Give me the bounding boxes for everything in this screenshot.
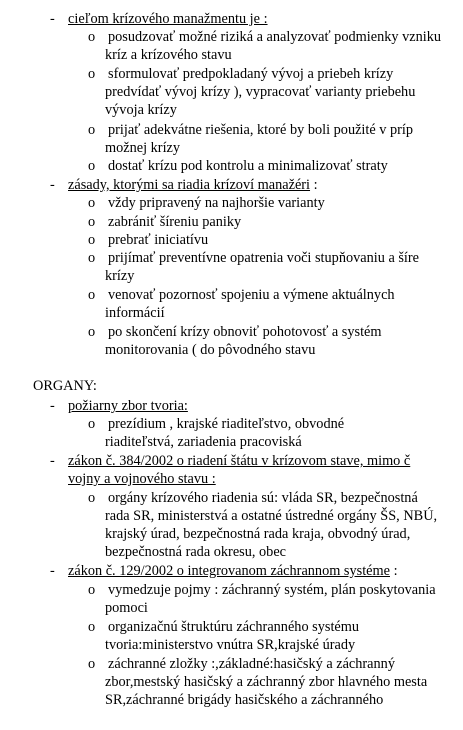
line-text: po skončení krízy obnoviť pohotovosť a systém bbox=[108, 324, 382, 340]
line-text: informácií bbox=[105, 305, 165, 321]
text-line bbox=[108, 157, 388, 175]
line-text: tvoria:ministerstvo vnútra SR,krajské úrady bbox=[105, 637, 356, 653]
text-line bbox=[105, 599, 148, 617]
text-line bbox=[108, 489, 418, 507]
line-text: prezídium , krajské riaditeľstvo, obvodné bbox=[108, 416, 345, 432]
line-text: možnej krízy bbox=[105, 140, 181, 156]
line-text: zákon č. 129/2002 o integrovanom záchrannom systéme bbox=[68, 563, 390, 579]
bullet-circle-icon: o bbox=[88, 324, 96, 340]
text-line bbox=[68, 470, 216, 488]
text-line bbox=[68, 10, 268, 28]
bullet-circle-icon: o bbox=[88, 490, 96, 506]
line-text: venovať pozornosť spojeniu a výmene aktuálnych bbox=[108, 287, 395, 303]
bullet-dash-icon: - bbox=[50, 563, 55, 579]
bullet-circle-icon: o bbox=[88, 250, 96, 266]
line-text: posudzovať možné riziká a analyzovať podmienky vzniku bbox=[108, 29, 441, 45]
line-text: krajský úrad, bezpečnostná rada kraja, obvodný úrad, bbox=[105, 526, 411, 542]
bullet-circle-icon: o bbox=[88, 195, 96, 211]
bullet-dash-icon: - bbox=[50, 177, 55, 193]
text-line bbox=[105, 304, 165, 322]
text-line bbox=[105, 691, 383, 709]
text-line bbox=[108, 231, 208, 249]
line-text: ORGANY: bbox=[33, 378, 97, 394]
text-line bbox=[108, 213, 241, 231]
text-line bbox=[68, 176, 318, 194]
bullet-circle-icon: o bbox=[88, 158, 96, 174]
text-line bbox=[108, 581, 436, 599]
text-line bbox=[108, 323, 382, 341]
line-text: vždy pripravený na najhoršie varianty bbox=[108, 195, 325, 211]
line-text: organizačnú štruktúru záchranného systému bbox=[108, 619, 360, 635]
text-line bbox=[108, 655, 395, 673]
text-line bbox=[108, 618, 359, 636]
text-line bbox=[68, 397, 188, 415]
text-line bbox=[105, 673, 427, 691]
bullet-circle-icon: o bbox=[88, 656, 96, 672]
bullet-circle-icon: o bbox=[88, 416, 96, 432]
bullet-circle-icon: o bbox=[88, 287, 96, 303]
text-line bbox=[108, 121, 413, 139]
bullet-circle-icon: o bbox=[88, 66, 96, 82]
line-tail: : bbox=[390, 563, 398, 579]
text-line bbox=[105, 267, 134, 285]
line-tail: : bbox=[310, 177, 318, 193]
line-text: sformulovať predpokladaný vývoj a priebeh krízy bbox=[108, 66, 394, 82]
bullet-circle-icon: o bbox=[88, 29, 96, 45]
text-line bbox=[105, 636, 355, 654]
text-line bbox=[105, 46, 232, 64]
text-line bbox=[33, 377, 97, 395]
line-text: zabrániť šíreniu paniky bbox=[108, 214, 242, 230]
text-line bbox=[105, 433, 302, 451]
line-text: vymedzuje pojmy : záchranný systém, plán poskytovania bbox=[108, 582, 436, 598]
line-text: pomoci bbox=[105, 600, 148, 616]
bullet-circle-icon: o bbox=[88, 232, 96, 248]
line-text: rada SR, ministerstvá a ostatné ústredné orgány ŠS, NBÚ, bbox=[105, 508, 438, 524]
line-text: SR,záchranné brigády hasičského a záchranného bbox=[105, 692, 384, 708]
text-line bbox=[105, 139, 180, 157]
line-text: krízy bbox=[105, 268, 135, 284]
bullet-circle-icon: o bbox=[88, 122, 96, 138]
line-text: cieľom krízového manažmentu je : bbox=[68, 11, 268, 27]
line-text: zbor,mestský hasičský a záchranný zbor hlavného mesta bbox=[105, 674, 428, 690]
text-line bbox=[105, 507, 437, 525]
text-line bbox=[105, 101, 177, 119]
line-text: predvídať vývoj krízy ), vypracovať varianty priebehu bbox=[105, 84, 416, 100]
line-text: monitorovania ( do pôvodného stavu bbox=[105, 342, 316, 358]
bullet-dash-icon: - bbox=[50, 11, 55, 27]
text-line bbox=[68, 452, 410, 470]
line-text: kríz a krízového stavu bbox=[105, 47, 232, 63]
text-line bbox=[105, 543, 286, 561]
text-line bbox=[108, 415, 344, 433]
text-line bbox=[105, 525, 410, 543]
line-text: záchranné zložky :,základné:hasičský a záchranný bbox=[108, 656, 395, 672]
line-text: dostať krízu pod kontrolu a minimalizovať straty bbox=[108, 158, 388, 174]
line-text: bezpečnostná rada okresu, obec bbox=[105, 544, 287, 560]
bullet-dash-icon: - bbox=[50, 398, 55, 414]
text-line bbox=[68, 562, 398, 580]
line-text: zákon č. 384/2002 o riadení štátu v krízovom stave, mimo č bbox=[68, 453, 411, 469]
text-line bbox=[108, 65, 393, 83]
text-line bbox=[105, 341, 315, 359]
bullet-circle-icon: o bbox=[88, 582, 96, 598]
line-text: riaditeľstvá, zariadenia pracoviská bbox=[105, 434, 302, 450]
line-text: vojny a vojnového stavu : bbox=[68, 471, 216, 487]
line-text: prijímať preventívne opatrenia voči stupňovaniu a šíre bbox=[108, 250, 420, 266]
text-line bbox=[108, 194, 325, 212]
bullet-circle-icon: o bbox=[88, 214, 96, 230]
bullet-dash-icon: - bbox=[50, 453, 55, 469]
text-line bbox=[108, 28, 441, 46]
text-line bbox=[105, 83, 415, 101]
line-text: orgány krízového riadenia sú: vláda SR, bezpečnostná bbox=[108, 490, 418, 506]
line-text: prijať adekvátne riešenia, ktoré by boli použité v príp bbox=[108, 122, 414, 138]
text-line bbox=[108, 286, 395, 304]
line-text: vývoja krízy bbox=[105, 102, 177, 118]
bullet-circle-icon: o bbox=[88, 619, 96, 635]
text-line bbox=[108, 249, 419, 267]
line-text: prebrať iniciatívu bbox=[108, 232, 209, 248]
line-text: požiarny zbor tvoria: bbox=[68, 398, 188, 414]
line-text: zásady, ktorými sa riadia krízoví manažéri bbox=[68, 177, 311, 193]
